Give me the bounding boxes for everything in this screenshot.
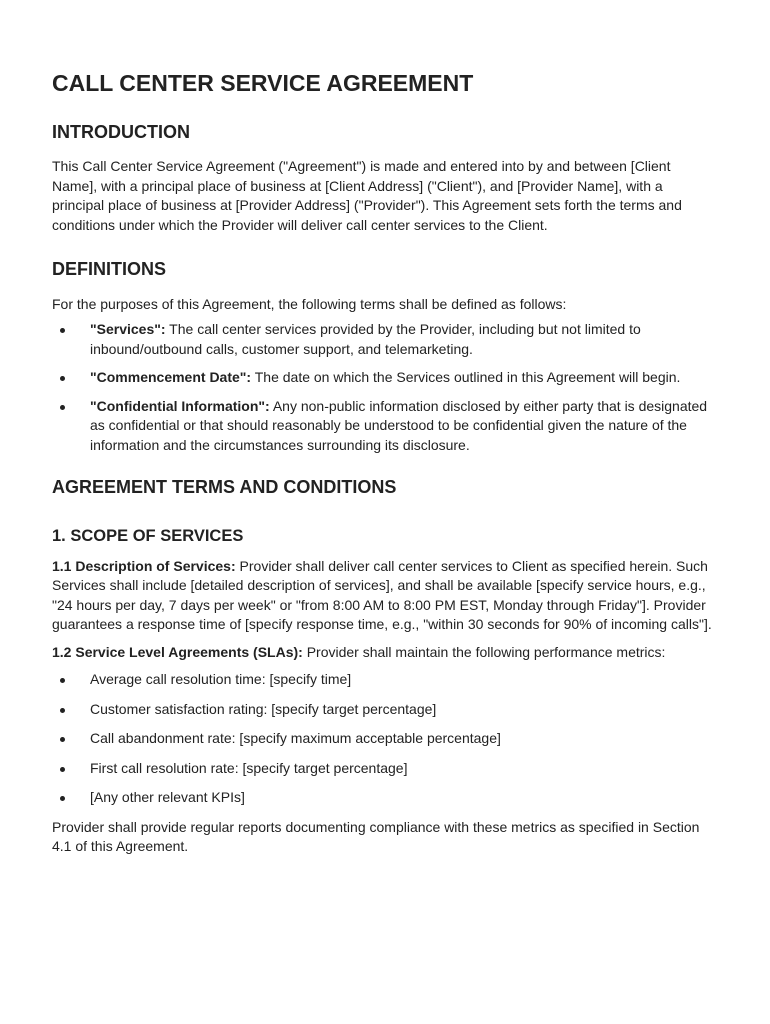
description-of-services-label: 1.1 Description of Services:: [52, 557, 236, 574]
description-of-services-text: Provider shall deliver call center services to Client as specified herein. Such Services shall include [detailed description of services], and shall be available [specify service hours, e.g., "24 hours per day, 7 days per week" or "from 8:00 AM to 8:00 PM EST, Monday through Friday"]. Provider guarantees a response time of [specify response time, e.g., "within 30 seconds for 90% of incoming calls"].: [52, 557, 712, 633]
introduction-section: [52, 122, 718, 236]
reporting-paragraph: Provider shall provide regular reports documenting compliance with these metrics as specified in Section 4.1 of this Agreement.: [52, 818, 700, 855]
bullet-icon: [60, 376, 65, 381]
definition-text: The date on which the Services outlined in this Agreement will begin.: [251, 369, 681, 386]
description-of-services-paragraph: [52, 557, 718, 635]
sla-paragraph: [52, 643, 718, 663]
sla-metrics-list: [52, 670, 718, 808]
introduction-heading: INTRODUCTION: [52, 121, 190, 142]
definition-item-commencement-date: [52, 368, 718, 388]
definition-item-confidential-information: [52, 397, 718, 456]
definition-term: "Commencement Date":: [90, 369, 252, 386]
document-title: CALL CENTER SERVICE AGREEMENT: [52, 70, 474, 96]
bullet-icon: [60, 678, 65, 683]
definitions-lead: For the purposes of this Agreement, the following terms shall be defined as follows:: [52, 295, 567, 312]
bullet-icon: [60, 328, 65, 333]
sla-text: Provider shall maintain the following performance metrics:: [302, 643, 666, 660]
definition-text: Any non-public information disclosed by either party that is designated as confidential or that should reasonably be understood to be confidential given the nature of the information and the circumstances surrounding its disclosure.: [90, 397, 708, 453]
definition-text: The call center services provided by the Provider, including but not limited to inbound/outbound calls, customer support, and telemarketing.: [90, 321, 641, 357]
agreement-terms-heading: AGREEMENT TERMS AND CONDITIONS: [52, 477, 397, 498]
definitions-list: [52, 320, 718, 455]
definition-item-services: [52, 320, 718, 359]
agreement-terms-section: [52, 477, 718, 856]
sla-metric-item: Customer satisfaction rating: [specify target percentage]: [52, 700, 718, 720]
bullet-icon: [60, 708, 65, 713]
bullet-icon: [60, 767, 65, 772]
definitions-heading: DEFINITIONS: [52, 259, 167, 280]
sla-metric-item: First call resolution rate: [specify target percentage]: [52, 759, 718, 779]
definition-term: "Services":: [90, 321, 166, 338]
bullet-icon: [60, 405, 65, 410]
sla-label: 1.2 Service Level Agreements (SLAs):: [52, 643, 303, 660]
sla-metric-item: Average call resolution time: [specify time]: [52, 670, 718, 690]
introduction-paragraph: This Call Center Service Agreement ("Agreement") is made and entered into by and between [Client Name], with a principal place of business at [Client Address] ("Client"), and [Provider Name], with a principal place of business at [Provider Address] ("Provider"). This Agreement sets forth the terms and conditions under which the Provider will deliver call center services to the Client.: [52, 158, 682, 233]
scope-of-services-heading: 1. SCOPE OF SERVICES: [52, 526, 244, 545]
definitions-section: [52, 259, 718, 455]
bullet-icon: [60, 737, 65, 742]
sla-metric-item: [Any other relevant KPIs]: [52, 788, 718, 808]
sla-metric-item: Call abandonment rate: [specify maximum acceptable percentage]: [52, 729, 718, 749]
definition-term: "Confidential Information":: [90, 397, 270, 414]
bullet-icon: [60, 796, 65, 801]
